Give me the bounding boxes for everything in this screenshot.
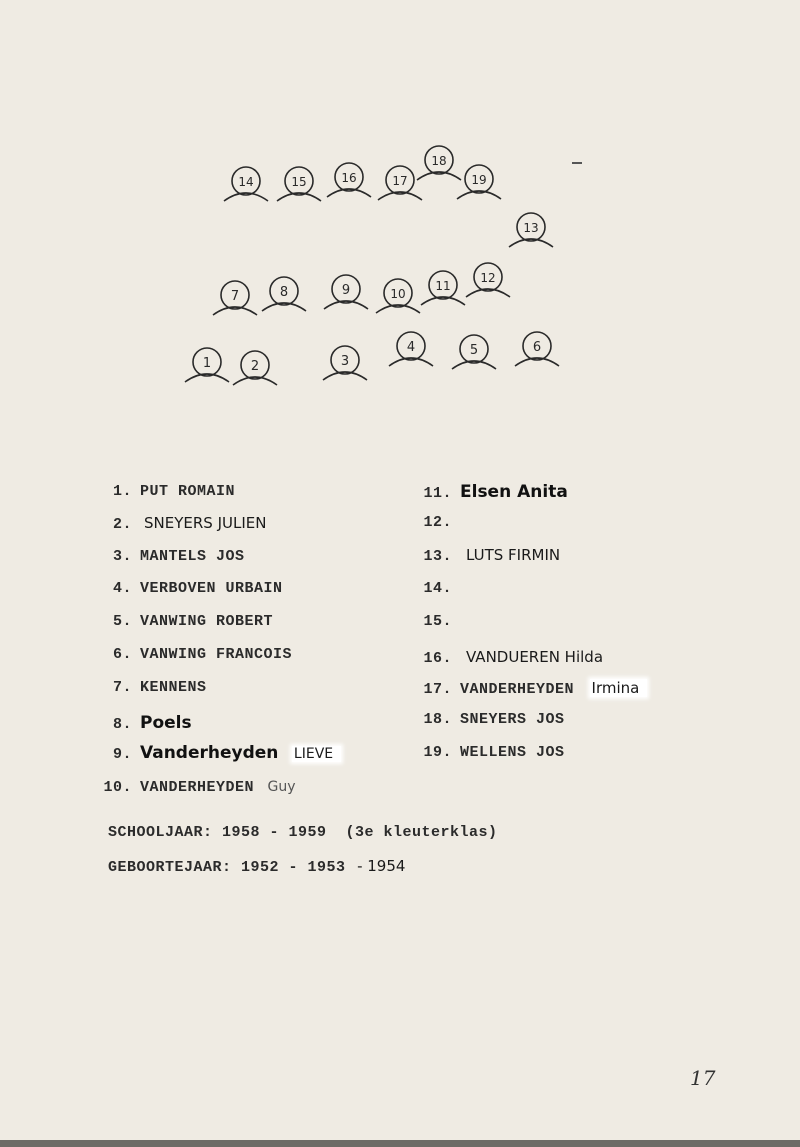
page-number: 17 <box>690 1066 716 1090</box>
list-item-16 <box>420 645 603 669</box>
item-name: WELLENS JOS <box>460 744 565 761</box>
seat-5 <box>452 335 496 369</box>
seat-2 <box>233 351 277 385</box>
seat-17 <box>378 166 422 200</box>
item-number: 14. <box>423 580 452 597</box>
seat-number-label: 8 <box>279 285 289 300</box>
item-number: 7. <box>112 679 132 696</box>
item-name-handwritten: LUTS FIRMIN <box>466 546 561 564</box>
item-name-handwritten-first: Guy <box>267 779 296 795</box>
item-name-handwritten: VANDUEREN Hilda <box>466 648 604 666</box>
list-item-10 <box>100 775 296 799</box>
geboortejaar-line <box>108 857 405 876</box>
item-name: SNEYERS JOS <box>460 711 565 728</box>
list-item-12 <box>420 511 460 535</box>
item-name: VANWING ROBERT <box>140 613 274 630</box>
seat-number-label: 13 <box>523 221 539 235</box>
seat-shoulders <box>417 172 461 180</box>
item-number: 2. <box>112 516 132 533</box>
list-item-11 <box>420 480 568 504</box>
schooljaar-line <box>108 824 498 841</box>
item-number: 15. <box>423 613 452 630</box>
seat-shoulders <box>457 191 501 199</box>
geboortejaar-typed: GEBOORTEJAAR: 1952 - 1953 <box>108 859 346 876</box>
item-name: VANDERHEYDEN <box>460 681 575 698</box>
item-name: PUT ROMAIN <box>140 483 236 500</box>
seat-6 <box>515 332 559 366</box>
seat-number-label: 14 <box>238 175 254 189</box>
list-item-13 <box>420 543 560 567</box>
item-name: MANTELS JOS <box>140 548 245 565</box>
item-number: 6. <box>112 646 132 663</box>
item-number: 5. <box>112 613 132 630</box>
seat-8 <box>262 277 306 311</box>
item-name-handwritten: Vanderheyden <box>140 743 279 763</box>
seat-shoulders <box>378 192 422 200</box>
seat-shoulders <box>327 189 371 197</box>
list-item-7 <box>100 676 207 700</box>
seat-7 <box>213 281 257 315</box>
seat-number-label: 3 <box>340 354 350 369</box>
item-number: 4. <box>112 580 132 597</box>
item-number: 1. <box>112 483 132 500</box>
seat-3 <box>323 346 367 380</box>
seat-shoulders <box>224 193 268 201</box>
seat-number-label: 15 <box>291 175 307 189</box>
seat-number-label: 7 <box>230 289 240 304</box>
seat-number-label: 18 <box>431 154 447 168</box>
list-item-19 <box>420 741 565 765</box>
schooljaar-text: SCHOOLJAAR: 1958 - 1959 (3e kleuterklas) <box>108 824 498 841</box>
seat-15 <box>277 167 321 201</box>
seat-number-label: 11 <box>435 279 451 293</box>
item-number: 3. <box>112 548 132 565</box>
list-item-18 <box>420 708 565 732</box>
geboortejaar-handwritten: - 1954 <box>357 857 406 875</box>
item-name-handwritten-first: Irmina <box>590 679 648 697</box>
list-item-9 <box>100 741 341 765</box>
seat-12 <box>466 263 510 297</box>
item-name-handwritten-first: LIEVE <box>292 746 341 762</box>
item-number: 19. <box>423 744 452 761</box>
seat-11 <box>421 271 465 305</box>
seat-number-label: 16 <box>341 171 357 185</box>
item-name-handwritten: SNEYERS JULIEN <box>144 514 267 532</box>
item-number: 9. <box>112 746 132 763</box>
seat-number-label: 9 <box>341 283 351 298</box>
seat-shoulders <box>277 193 321 201</box>
item-name: VERBOVEN URBAIN <box>140 580 283 597</box>
page-bottom-edge <box>0 1140 800 1147</box>
item-number: 13. <box>423 548 452 565</box>
list-item-17 <box>420 676 647 700</box>
seat-number-label: 6 <box>532 340 542 355</box>
item-number: 10. <box>103 779 132 796</box>
seat-number-label: 10 <box>390 287 406 301</box>
seat-9 <box>324 275 368 309</box>
list-item-4 <box>100 577 283 601</box>
list-item-5 <box>100 610 273 634</box>
seat-number-label: 4 <box>406 340 416 355</box>
item-number: 18. <box>423 711 452 728</box>
seat-18 <box>417 146 461 180</box>
item-number: 17. <box>423 681 452 698</box>
item-number: 12. <box>423 514 452 531</box>
item-number: 16. <box>423 650 452 667</box>
item-name-handwritten: Poels <box>140 713 192 733</box>
stray-pen-mark <box>572 162 582 164</box>
item-name: VANWING FRANCOIS <box>140 646 293 663</box>
item-number: 11. <box>423 485 452 502</box>
list-item-6 <box>100 643 292 667</box>
item-name-handwritten: Elsen Anita <box>460 482 568 502</box>
seat-number-label: 5 <box>469 343 479 358</box>
seat-number-label: 2 <box>250 359 260 374</box>
list-item-1 <box>100 480 235 504</box>
seat-13 <box>509 213 553 247</box>
seat-16 <box>327 163 371 197</box>
list-item-15 <box>420 610 460 634</box>
seat-19 <box>457 165 501 199</box>
list-item-3 <box>100 545 245 569</box>
seat-number-label: 19 <box>471 173 487 187</box>
item-number: 8. <box>112 716 132 733</box>
seat-14 <box>224 167 268 201</box>
seat-number-label: 17 <box>392 174 408 188</box>
item-name: VANDERHEYDEN <box>140 779 255 796</box>
seat-shoulders <box>509 239 553 247</box>
list-item-14 <box>420 577 460 601</box>
list-item-8 <box>100 711 192 735</box>
list-item-2 <box>100 511 266 535</box>
seating-chart <box>0 0 800 420</box>
seat-10 <box>376 279 420 313</box>
seat-number-label: 1 <box>202 356 212 371</box>
item-name: KENNENS <box>140 679 207 696</box>
seat-number-label: 12 <box>480 271 496 285</box>
seat-4 <box>389 332 433 366</box>
seat-1 <box>185 348 229 382</box>
